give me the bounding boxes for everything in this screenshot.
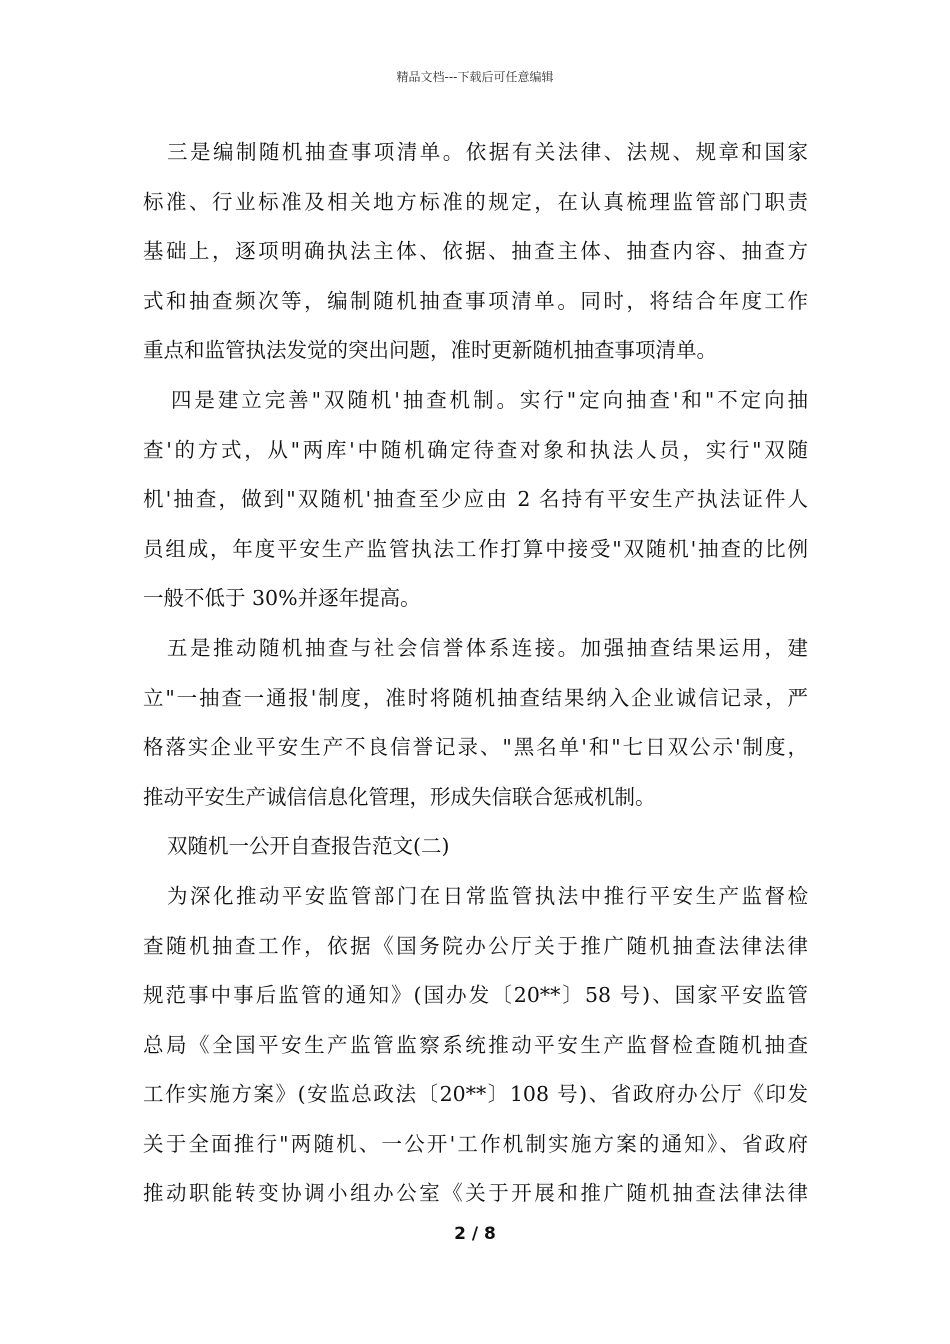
paragraph-3-line-1: 五是推动随机抽查与社会信誉体系连接。加强抽查结果运用，建 bbox=[167, 635, 808, 660]
paragraph-1-line-3: 基础上，逐项明确执法主体、依据、抽查主体、抽查内容、抽查方 bbox=[143, 239, 808, 264]
paragraph-2-line-4: 员组成，年度平安生产监管执法工作打算中接受"双随机'抽查的比例 bbox=[143, 536, 808, 561]
paragraph-2-line-1: 四是建立完善"双随机'抽查机制。实行"定向抽查'和"不定向抽 bbox=[171, 387, 808, 412]
paragraph-1-line-2: 标准、行业标准及相关地方标准的规定，在认真梳理监管部门职责 bbox=[143, 189, 808, 214]
paragraph-5-line-6: 关于全面推行"两随机、一公开'工作机制实施方案的通知》、省政府 bbox=[143, 1131, 808, 1156]
paragraph-1-line-5: 重点和监管执法发觉的突出问题，准时更新随机抽查事项清单。 bbox=[143, 338, 717, 363]
paragraph-3-line-3: 格落实企业平安生产不良信誉记录、"黑名单'和"七日双公示'制度， bbox=[143, 735, 808, 760]
paragraph-5-line-2: 查随机抽查工作，依据《国务院办公厅关于推广随机抽查法律法律 bbox=[143, 933, 808, 958]
paragraph-2-line-5: 一般不低于 30%并逐年提高。 bbox=[143, 586, 421, 611]
paragraph-1-line-4: 式和抽查频次等，编制随机抽查事项清单。同时，将结合年度工作 bbox=[143, 288, 808, 313]
paragraph-5-line-3: 规范事中事后监管的通知》(国办发〔20**〕58 号)、国家平安监管 bbox=[143, 983, 808, 1008]
section-heading: 双随机一公开自查报告范文(二) bbox=[167, 834, 450, 859]
paragraph-5-line-4: 总局《全国平安生产监管监察系统推动平安生产监督检查随机抽查 bbox=[143, 1032, 808, 1057]
paragraph-3-line-2: 立"一抽查一通报'制度，准时将随机抽查结果纳入企业诚信记录，严 bbox=[143, 685, 808, 710]
paragraph-1-line-1: 三是编制随机抽查事项清单。依据有关法律、法规、规章和国家 bbox=[167, 140, 808, 164]
paragraph-2-line-2: 查'的方式，从"两库'中随机确定待查对象和执法人员，实行"双随 bbox=[143, 437, 808, 462]
page-header: 精品文档---下载后可任意编辑 bbox=[396, 70, 554, 84]
paragraph-5-line-5: 工作实施方案》(安监总政法〔20**〕108 号)、省政府办公厅《印发 bbox=[143, 1082, 808, 1107]
paragraph-3-line-4: 推动平安生产诚信信息化管理，形成失信联合惩戒机制。 bbox=[143, 784, 656, 809]
page-number: 2 / 8 bbox=[454, 1224, 496, 1244]
paragraph-2-line-3: 机'抽查，做到"双随机'抽查至少应由 2 名持有平安生产执法证件人 bbox=[143, 487, 808, 512]
paragraph-5-line-7: 推动职能转变协调小组办公室《关于开展和推广随机抽查法律法律 bbox=[143, 1181, 808, 1206]
paragraph-5-line-1: 为深化推动平安监管部门在日常监管执法中推行平安生产监督检 bbox=[167, 883, 808, 908]
document-body bbox=[143, 128, 808, 1219]
